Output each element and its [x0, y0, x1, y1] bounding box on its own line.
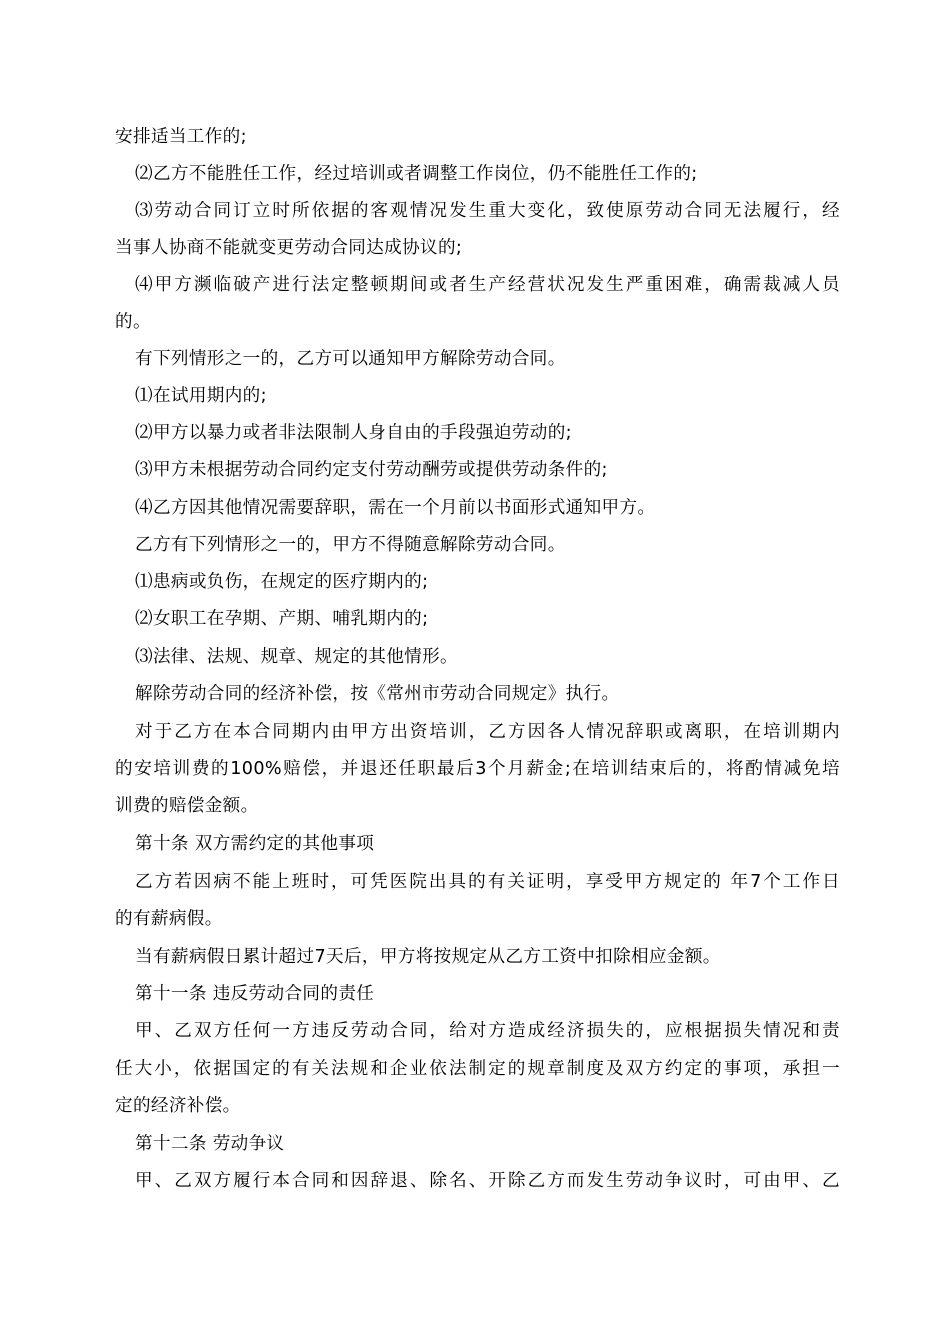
text-line-8: ⑴在试用期内的;: [135, 386, 267, 406]
text-line-16: 解除劳动合同的经济补偿，按《常州市劳动合同规定》执行。: [135, 684, 620, 704]
text-line-9: ⑵甲方以暴力或者非法限制人身自由的手段强迫劳动的;: [135, 423, 572, 443]
text-line-11: ⑷乙方因其他情况需要辞职，需在一个月前以书面形式通知甲方。: [135, 498, 656, 518]
text-line-17: 对于乙方在本合同期内由甲方出资培训，乙方因各人情况辞职或离职，在培训期内: [135, 722, 840, 742]
text-line-5: ⑷甲方濒临破产进行法定整顿期间或者生产经营状况发生严重困难，确需裁减人员: [135, 275, 840, 295]
text-line-2: ⑵乙方不能胜任工作，经过培训或者调整工作岗位，仍不能胜任工作的;: [135, 164, 698, 184]
text-line-29: 甲、乙双方履行本合同和因辞退、除名、开除乙方而发生劳动争议时，可由甲、乙: [135, 1171, 840, 1191]
text-line-19: 训费的赔偿金额。: [115, 796, 259, 816]
text-line-18: 的安培训费的100%赔偿，并退还任职最后3个月薪金;在培训结束后的，将酌情减免培: [115, 759, 840, 779]
text-line-14: ⑵女职工在孕期、产期、哺乳期内的;: [135, 609, 429, 629]
text-line-12: 乙方有下列情形之一的，甲方不得随意解除劳动合同。: [135, 535, 566, 555]
text-line-13: ⑴患病或负伤，在规定的医疗期内的;: [135, 572, 429, 592]
text-line-24: 第十一条 违反劳动合同的责任: [135, 984, 375, 1004]
text-line-28: 第十二条 劳动争议: [135, 1134, 285, 1154]
text-line-10: ⑶甲方未根据劳动合同约定支付劳动酬劳或提供劳动条件的;: [135, 460, 608, 480]
text-line-21: 乙方若因病不能上班时，可凭医院出具的有关证明，享受甲方规定的 年7个工作日: [135, 872, 840, 892]
text-line-23: 当有薪病假日累计超过7天后，甲方将按规定从乙方工资中扣除相应金额。: [135, 947, 721, 967]
text-line-7: 有下列情形之一的，乙方可以通知甲方解除劳动合同。: [135, 349, 566, 369]
text-line-27: 定的经济补偿。: [115, 1096, 241, 1116]
text-line-25: 甲、乙双方任何一方违反劳动合同，给对方造成经济损失的，应根据损失情况和责: [135, 1021, 840, 1041]
text-line-3: ⑶劳动合同订立时所依据的客观情况发生重大变化，致使原劳动合同无法履行，经: [135, 201, 840, 221]
text-line-26: 任大小，依据国定的有关法规和企业依法制定的规章制度及双方约定的事项，承担一: [115, 1059, 840, 1079]
text-line-1: 安排适当工作的;: [115, 127, 247, 147]
text-line-20: 第十条 双方需约定的其他事项: [135, 834, 375, 854]
text-line-22: 的有薪病假。: [115, 909, 223, 929]
text-line-6: 的。: [115, 312, 151, 332]
text-line-4: 当事人协商不能就变更劳动合同达成协议的;: [115, 238, 463, 258]
text-line-15: ⑶法律、法规、规章、规定的其他情形。: [135, 647, 458, 667]
